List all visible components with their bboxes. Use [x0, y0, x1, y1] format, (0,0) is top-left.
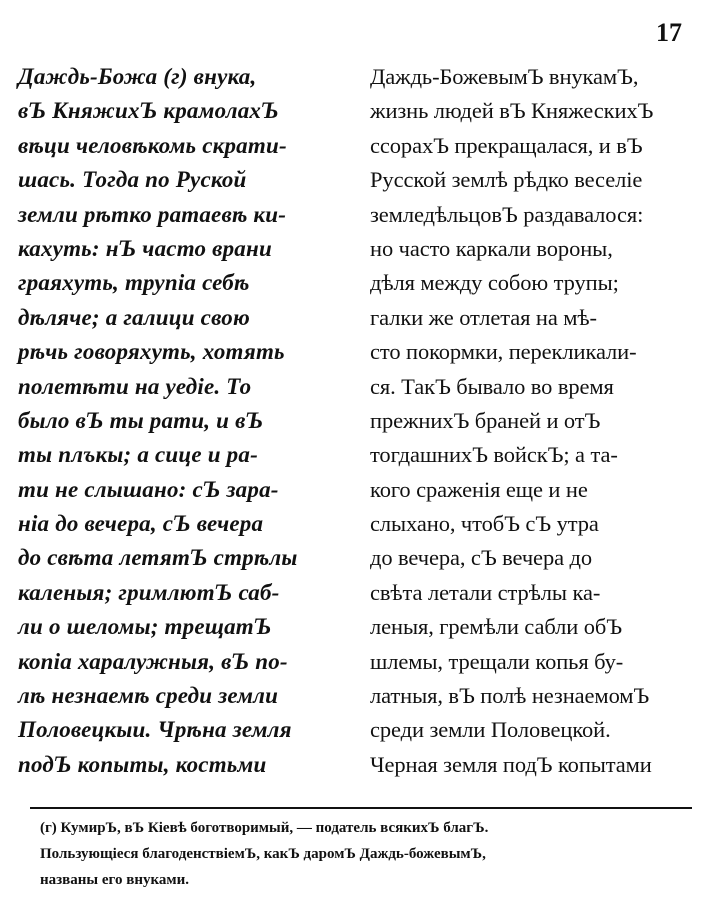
text-line: вѣци человѣкомь скрати-: [18, 132, 287, 158]
text-line: подЪ копыты, костьми: [18, 751, 267, 777]
text-line: земледѣльцовЪ раздавалося:: [370, 201, 644, 227]
text-line: свѣта летали стрѣлы ка-: [370, 579, 601, 605]
text-line: латныя, вЪ полѣ незнаемомЪ: [370, 683, 650, 709]
text-line: тогдашнихЪ войскЪ; а та-: [370, 442, 618, 468]
footnote: [40, 815, 690, 893]
text-line: каленыя; гримлютЪ саб-: [18, 579, 280, 605]
text-line: сто покормки, перекликали-: [370, 339, 637, 365]
text-line: ніа до вечера, сЪ вечера: [18, 511, 264, 537]
text-line: граяхуть, трупіа себѣ: [18, 270, 250, 296]
text-line: кого сраженія еще и не: [370, 476, 588, 502]
text-line: дѣляче; а галици свою: [18, 304, 250, 330]
footnote-line: (г) КумирЪ, вЪ Кіевѣ боготворимый, — податель всякихЪ благЪ.: [40, 820, 489, 836]
text-line: до свѣта летятЪ стрѣлы: [18, 545, 298, 571]
old-russian-text-column: [18, 60, 340, 782]
text-line: Даждь-БожевымЪ внукамЪ,: [370, 64, 639, 89]
text-line: шлемы, трещали копья бу-: [370, 648, 624, 674]
text-line: земли рѣтко ратаевѣ ки-: [18, 201, 287, 227]
text-line: Половецкыи. Чрѣна земля: [18, 717, 292, 743]
text-line: шась. Тогда по Руской: [18, 167, 247, 193]
text-line: рѣчь говоряхуть, хотять: [18, 339, 285, 365]
translation-text-column: [370, 60, 690, 782]
text-line: среди земли Половецкой.: [370, 717, 611, 743]
text-line: Даждь-Божа (г) внука,: [18, 64, 257, 89]
text-line: полетѣти на уедіе. То: [18, 373, 252, 399]
text-line: дѣля между собою трупы;: [370, 270, 619, 296]
text-line: копіа харалужныя, вЪ по-: [18, 648, 288, 674]
text-line: Черная земля подЪ копытами: [370, 751, 652, 777]
text-line: кахуть: нЪ часто врани: [18, 235, 272, 261]
footnote-line: Пользующіеся благоденствіемЪ, какЪ даромЪ Даждь-божевымЪ,: [40, 846, 486, 862]
text-line: прежнихЪ браней и отЪ: [370, 407, 601, 433]
text-line: ссорахЪ прекращалася, и вЪ: [370, 132, 643, 158]
text-line: но часто каркали вороны,: [370, 235, 613, 261]
text-line: вЪ КняжихЪ крамолахЪ: [18, 98, 279, 124]
text-line: ся. ТакЪ бывало во время: [370, 373, 614, 399]
text-line: Русской землѣ рѣдко веселіе: [370, 167, 643, 193]
text-line: было вЪ ты рати, и вЪ: [18, 407, 264, 433]
footnote-line: названы его внуками.: [40, 872, 189, 888]
text-line: галки же отлетая на мѣ-: [370, 304, 597, 330]
text-line: ты плъкы; а сице и ра-: [18, 442, 258, 468]
text-line: леныя, гремѣли сабли обЪ: [370, 614, 622, 640]
page-number: 17: [656, 18, 682, 47]
text-line: жизнь людей вЪ КняжескихЪ: [370, 98, 654, 124]
text-line: до вечера, сЪ вечера до: [370, 545, 593, 571]
footnote-divider: [30, 807, 692, 809]
text-line: слыхано, чтобЪ сЪ утра: [370, 511, 599, 537]
text-line: ли о шеломы; трещатЪ: [18, 614, 272, 640]
text-line: ти не слышано: сЪ зара-: [18, 476, 279, 502]
text-line: лѣ незнаемѣ среди земли: [18, 683, 279, 709]
